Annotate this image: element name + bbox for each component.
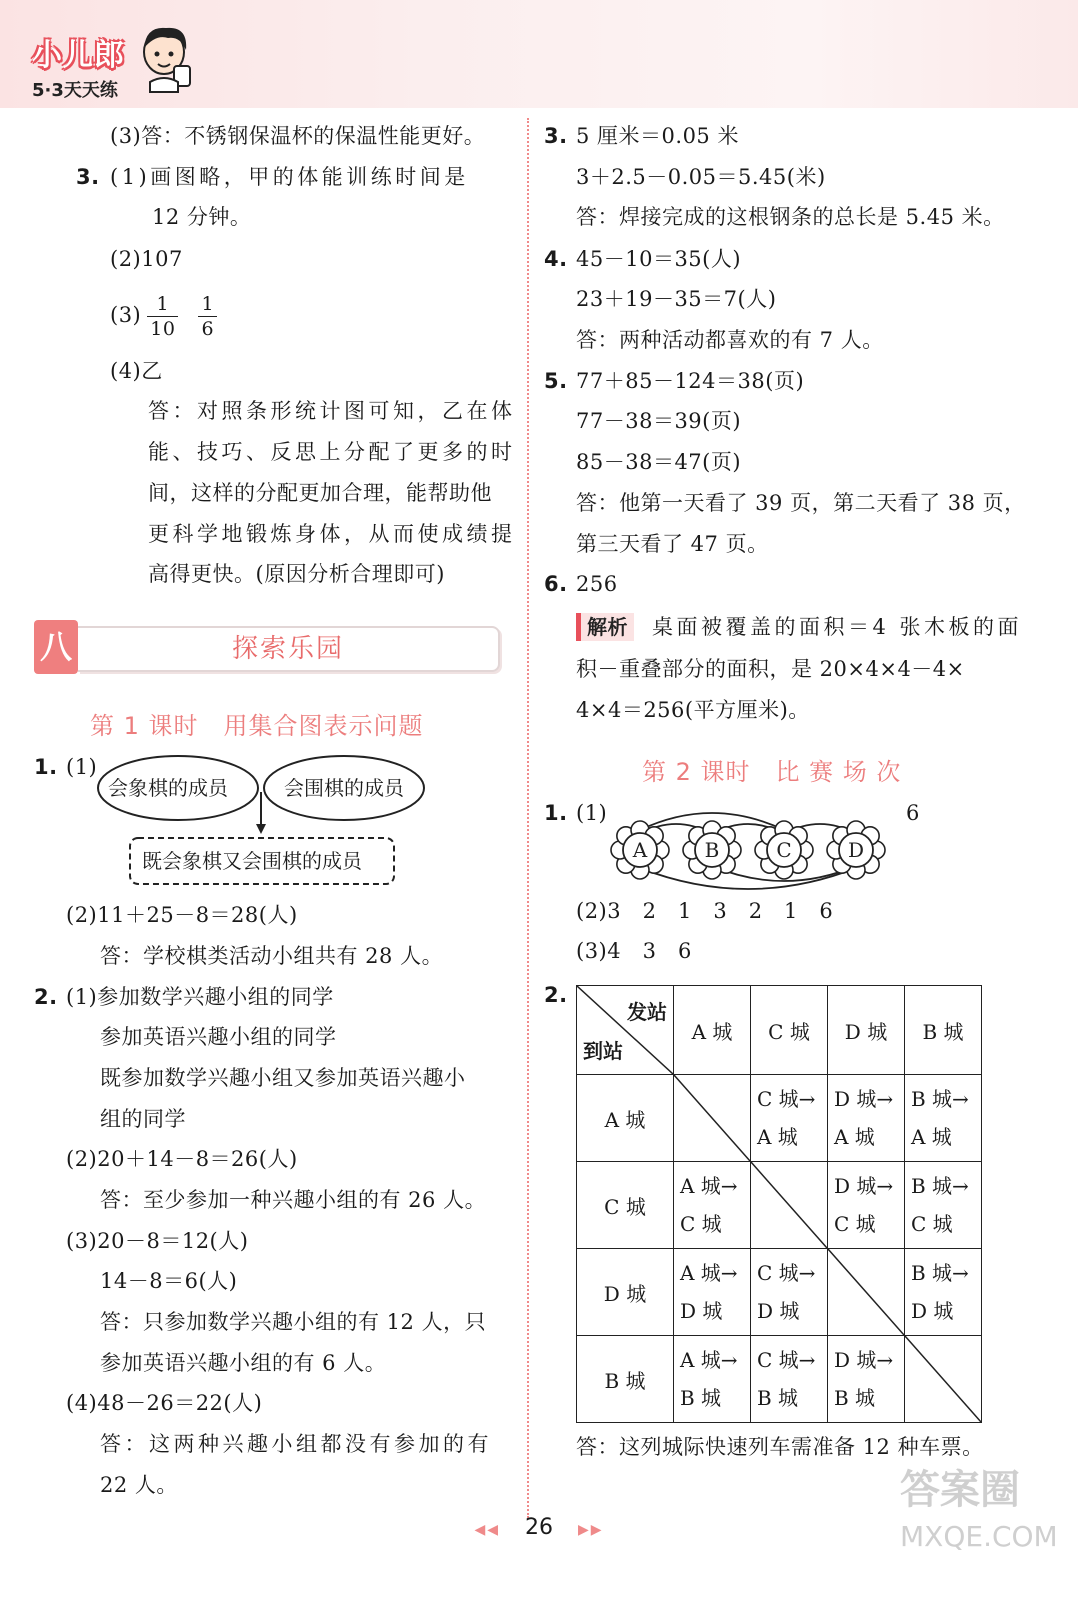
- ticket-text: C 城→: [757, 1348, 816, 1372]
- analysis-text: 桌面被覆盖的面积＝4 张木板的面: [652, 615, 1023, 639]
- next-arrows-icon: ▶▶: [578, 1522, 604, 1538]
- question-number: 1.: [544, 801, 568, 825]
- ticket-text: B 城: [834, 1386, 876, 1410]
- left-line: 参加英语兴趣小组的同学: [100, 1025, 337, 1049]
- ticket-text: D 城: [757, 1299, 800, 1323]
- table-cell: [905, 1075, 982, 1162]
- left-line: 更科学地锻炼身体，从而使成绩提: [148, 522, 516, 546]
- table-cell: [751, 1249, 828, 1336]
- match-arc: [640, 868, 856, 889]
- venn-diagram: [96, 752, 436, 892]
- ticket-text: C 城: [911, 1212, 953, 1236]
- column-header: D 城: [828, 986, 905, 1075]
- table-row: [577, 1336, 982, 1423]
- left-line: (2)107: [110, 247, 183, 271]
- left-line: 既参加数学兴趣小组又参加英语兴趣小: [100, 1066, 466, 1090]
- team-flower-d: [827, 821, 885, 879]
- arrow-head-icon: [256, 824, 266, 834]
- left-line: 答：这两种兴趣小组都没有参加的有: [100, 1432, 492, 1456]
- left-line: 能、技巧、反思上分配了更多的时: [148, 440, 516, 464]
- team-label: C: [776, 838, 792, 862]
- left-line: (1)画图略，甲的体能训练时间是: [110, 165, 469, 189]
- table-cell: [751, 1162, 828, 1249]
- table-cell: [828, 1162, 905, 1249]
- ticket-text: A 城: [911, 1125, 952, 1149]
- ticket-text: D 城→: [834, 1087, 894, 1111]
- unit-bar: [78, 626, 500, 672]
- ticket-text: A 城→: [680, 1174, 738, 1198]
- ticket-text: C 城: [680, 1212, 722, 1236]
- right-line: 4×4＝256(平方厘米)。: [576, 698, 810, 722]
- left-line: (4)48－26＝22(人): [66, 1391, 263, 1415]
- brand-logo: [32, 30, 125, 102]
- table-corner: [577, 986, 674, 1075]
- row-header: B 城: [577, 1336, 674, 1423]
- left-line: 答：至少参加一种兴趣小组的有 26 人。: [100, 1188, 487, 1212]
- question-number: 1.: [34, 755, 58, 779]
- table-cell: [905, 1249, 982, 1336]
- fraction: $\frac{1}{10}$: [147, 292, 178, 341]
- fraction: $\frac{1}{6}$: [198, 292, 217, 341]
- table-row: [577, 1162, 982, 1249]
- question-number: 5.: [544, 369, 568, 393]
- ticket-text: A 城: [834, 1125, 875, 1149]
- right-line: (3)4 3 6: [576, 939, 692, 963]
- question-number: 2.: [544, 983, 568, 1007]
- left-line: 答：只参加数学兴趣小组的有 12 人，只: [100, 1310, 487, 1334]
- left-line: 22 人。: [100, 1473, 178, 1497]
- column-divider: [527, 118, 529, 1518]
- team-flower-a: [611, 821, 669, 879]
- prev-arrows-icon: ◀◀: [474, 1522, 500, 1538]
- ticket-text: D 城: [680, 1299, 723, 1323]
- team-flower-c: [755, 821, 813, 879]
- ticket-text: D 城→: [834, 1174, 894, 1198]
- right-line: 答：焊接完成的这根钢条的总长是 5.45 米。: [576, 205, 1005, 229]
- table-cell: [751, 1336, 828, 1423]
- right-line: 答：两种活动都喜欢的有 7 人。: [576, 328, 884, 352]
- right-line: 45－10＝35(人): [576, 247, 742, 271]
- table-row: [577, 1075, 982, 1162]
- analysis-line: [576, 612, 1022, 642]
- right-line: 3＋2.5－0.05＝5.45(米): [576, 165, 826, 189]
- unit-title: 探索乐园: [231, 634, 344, 664]
- team-label: B: [704, 838, 720, 862]
- right-line: 77＋85－124＝38(页): [576, 369, 805, 393]
- table-cell: [905, 1162, 982, 1249]
- row-header: C 城: [577, 1162, 674, 1249]
- right-line: (2)3 2 1 3 2 1 6: [576, 899, 834, 923]
- team-label: A: [632, 838, 648, 862]
- right-line: 答：这列城际快速列车需准备 12 种车票。: [576, 1435, 984, 1459]
- ticket-text: D 城: [911, 1299, 954, 1323]
- ticket-text: D 城→: [834, 1348, 894, 1372]
- right-line: 85－38＝47(页): [576, 450, 742, 474]
- cell-diagonal: [828, 1249, 904, 1335]
- question-number: 2.: [34, 985, 58, 1009]
- column-header: B 城: [905, 986, 982, 1075]
- ticket-text: B 城: [680, 1386, 722, 1410]
- left-line: (3)20－8＝12(人): [66, 1229, 249, 1253]
- ticket-table: [576, 985, 982, 1423]
- analysis-tag: 解析: [576, 613, 634, 641]
- unit-number: 八: [34, 620, 78, 674]
- left-line: 参加英语兴趣小组的有 6 人。: [100, 1351, 387, 1375]
- column-header: A 城: [674, 986, 751, 1075]
- part-label: (1): [66, 755, 98, 779]
- venn-label-a: 会象棋的成员: [108, 776, 228, 800]
- unit-banner: [34, 620, 502, 674]
- match-count: 6: [906, 801, 920, 825]
- part-label: (3): [110, 303, 142, 327]
- table-cell: [828, 1336, 905, 1423]
- table-cell: [674, 1162, 751, 1249]
- ticket-text: C 城: [834, 1212, 876, 1236]
- question-number: 3.: [76, 165, 100, 189]
- table-cell: [828, 1075, 905, 1162]
- ticket-text: A 城→: [680, 1348, 738, 1372]
- lesson-title: 第 1 课时 用集合图表示问题: [90, 712, 424, 740]
- lesson-title: 第 2 课时 比 赛 场 次: [642, 758, 902, 786]
- venn-intersection-label: 既会象棋又会围棋的成员: [142, 849, 362, 873]
- mascot-icon: [138, 22, 194, 94]
- ticket-text: B 城→: [911, 1174, 969, 1198]
- part-label: (1): [576, 801, 608, 825]
- match-diagram: [604, 800, 894, 896]
- left-line: (4)乙: [110, 359, 163, 383]
- table-cell: [674, 1336, 751, 1423]
- left-line: 组的同学: [100, 1107, 186, 1131]
- left-line: (2)11＋25－8＝28(人): [66, 903, 298, 927]
- venn-label-b: 会围棋的成员: [284, 776, 404, 800]
- brand-name: 小儿郎: [32, 38, 125, 73]
- ticket-text: A 城→: [680, 1261, 738, 1285]
- right-line: 积－重叠部分的面积，是 20×4×4－4×: [576, 657, 965, 681]
- left-line: 高得更快。(原因分析合理即可): [148, 562, 445, 586]
- corner-top-label: 发站: [627, 1000, 667, 1024]
- ticket-text: B 城→: [911, 1261, 969, 1285]
- row-header: D 城: [577, 1249, 674, 1336]
- corner-bottom-label: 到站: [583, 1039, 623, 1063]
- ticket-text: C 城→: [757, 1261, 816, 1285]
- cell-diagonal: [751, 1162, 827, 1248]
- watermark-logo: 答案圈: [900, 1467, 1020, 1513]
- right-line: 第三天看了 47 页。: [576, 532, 769, 556]
- ticket-text: C 城→: [757, 1087, 816, 1111]
- right-line: 5 厘米＝0.05 米: [576, 124, 739, 148]
- team-label: D: [847, 838, 865, 862]
- watermark-url: MXQE.COM: [900, 1520, 1058, 1553]
- team-flower-b: [683, 821, 741, 879]
- question-number: 4.: [544, 247, 568, 271]
- table-cell: [828, 1249, 905, 1336]
- left-line: 答：对照条形统计图可知，乙在体: [148, 399, 516, 423]
- right-line: 23＋19－35＝7(人): [576, 287, 777, 311]
- ticket-text: A 城: [757, 1125, 798, 1149]
- question-number: 3.: [544, 124, 568, 148]
- brand-subtitle: 5·3天天练: [32, 80, 118, 101]
- right-line: 答：他第一天看了 39 页，第二天看了 38 页，: [576, 491, 1026, 515]
- table-cell: [674, 1249, 751, 1336]
- row-header: A 城: [577, 1075, 674, 1162]
- table-cell: [905, 1336, 982, 1423]
- ticket-text: B 城: [757, 1386, 799, 1410]
- table-cell: [751, 1075, 828, 1162]
- left-line: 14－8＝6(人): [100, 1269, 238, 1293]
- fraction-answer: [110, 290, 223, 341]
- left-line: 答：学校棋类活动小组共有 28 人。: [100, 944, 444, 968]
- left-line: (3)答：不锈钢保温杯的保温性能更好。: [110, 124, 486, 148]
- ticket-text: B 城→: [911, 1087, 969, 1111]
- left-line: (2)20＋14－8＝26(人): [66, 1147, 298, 1171]
- table-row: [577, 1249, 982, 1336]
- page-number: 26: [525, 1515, 553, 1540]
- left-line: 间，这样的分配更加合理，能帮助他: [148, 481, 492, 505]
- column-header: C 城: [751, 986, 828, 1075]
- cell-diagonal: [674, 1075, 750, 1161]
- left-line: 12 分钟。: [152, 205, 252, 229]
- right-line: 256: [576, 572, 618, 596]
- question-number: 6.: [544, 572, 568, 596]
- table-cell: [674, 1075, 751, 1162]
- cell-diagonal: [905, 1336, 981, 1422]
- left-line: (1)参加数学兴趣小组的同学: [66, 985, 334, 1009]
- right-line: 77－38＝39(页): [576, 409, 742, 433]
